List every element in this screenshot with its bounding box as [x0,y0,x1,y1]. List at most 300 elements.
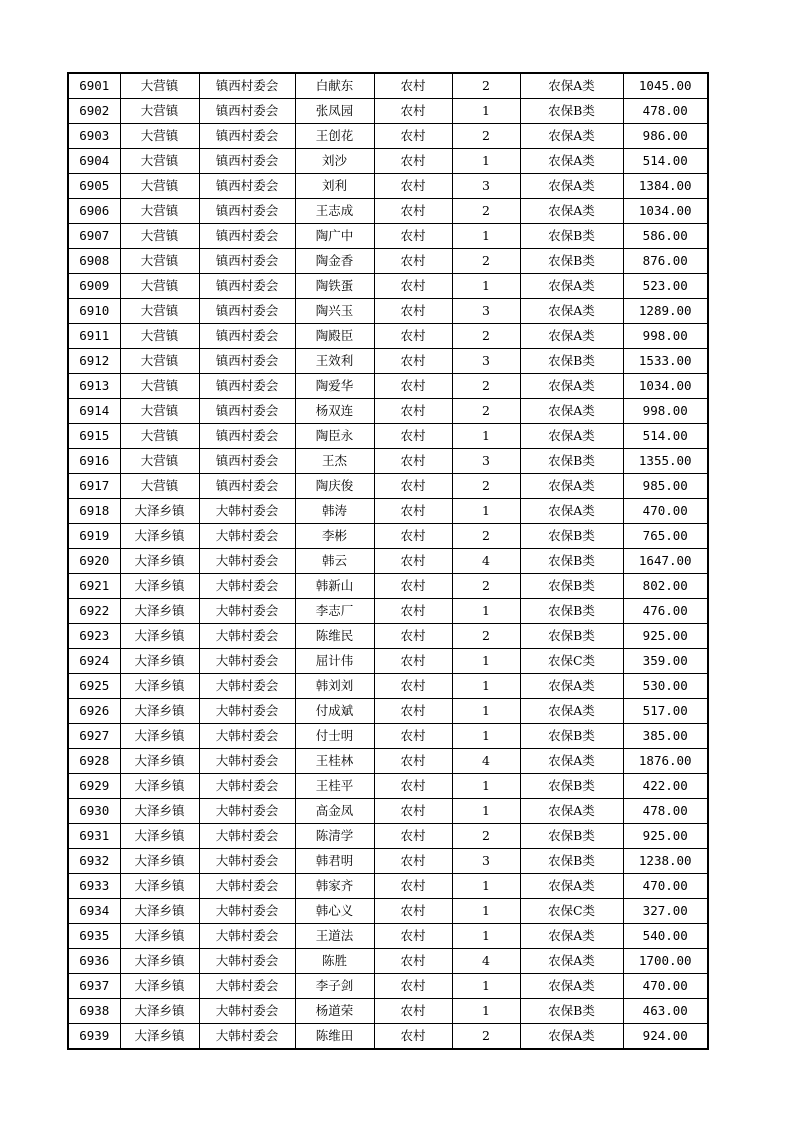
row-number-cell: 6922 [68,599,120,624]
family-size-cell: 2 [452,199,520,224]
name-cell: 刘利 [295,174,374,199]
name-cell: 王志成 [295,199,374,224]
table-row [68,73,708,99]
household-type-cell: 农村 [374,399,452,424]
name-cell: 韩刘刘 [295,674,374,699]
name-cell: 刘沙 [295,149,374,174]
table-row [68,124,708,149]
table-row [68,524,708,549]
name-cell: 王桂平 [295,774,374,799]
town-cell: 大泽乡镇 [120,674,199,699]
name-cell: 韩云 [295,549,374,574]
insurance-category-cell: 农保A类 [520,499,623,524]
amount-cell: 1045.00 [623,73,708,99]
insurance-category-cell: 农保A类 [520,399,623,424]
row-number-cell: 6939 [68,1024,120,1050]
family-size-cell: 1 [452,149,520,174]
amount-cell: 1355.00 [623,449,708,474]
family-size-cell: 1 [452,774,520,799]
town-cell: 大营镇 [120,199,199,224]
table-body [68,73,708,1049]
row-number-cell: 6936 [68,949,120,974]
village-committee-cell: 镇西村委会 [199,349,295,374]
name-cell: 陶庆俊 [295,474,374,499]
amount-cell: 478.00 [623,799,708,824]
village-committee-cell: 大韩村委会 [199,699,295,724]
town-cell: 大泽乡镇 [120,849,199,874]
town-cell: 大泽乡镇 [120,1024,199,1050]
household-type-cell: 农村 [374,374,452,399]
insurance-category-cell: 农保C类 [520,899,623,924]
town-cell: 大泽乡镇 [120,824,199,849]
family-size-cell: 3 [452,299,520,324]
amount-cell: 359.00 [623,649,708,674]
town-cell: 大营镇 [120,274,199,299]
village-committee-cell: 大韩村委会 [199,649,295,674]
insurance-category-cell: 农保B类 [520,224,623,249]
insurance-category-cell: 农保A类 [520,374,623,399]
household-type-cell: 农村 [374,449,452,474]
table-row [68,649,708,674]
row-number-cell: 6917 [68,474,120,499]
table-row [68,924,708,949]
amount-cell: 1876.00 [623,749,708,774]
amount-cell: 327.00 [623,899,708,924]
name-cell: 陶金香 [295,249,374,274]
family-size-cell: 4 [452,749,520,774]
table-row [68,574,708,599]
family-size-cell: 1 [452,424,520,449]
insurance-category-cell: 农保A类 [520,274,623,299]
family-size-cell: 1 [452,999,520,1024]
family-size-cell: 2 [452,324,520,349]
row-number-cell: 6913 [68,374,120,399]
village-committee-cell: 大韩村委会 [199,799,295,824]
amount-cell: 514.00 [623,149,708,174]
row-number-cell: 6909 [68,274,120,299]
household-type-cell: 农村 [374,574,452,599]
table-row [68,824,708,849]
family-size-cell: 3 [452,849,520,874]
amount-cell: 1034.00 [623,199,708,224]
name-cell: 陶殿臣 [295,324,374,349]
table-row [68,199,708,224]
amount-cell: 924.00 [623,1024,708,1050]
town-cell: 大营镇 [120,149,199,174]
name-cell: 王道法 [295,924,374,949]
table-row [68,799,708,824]
amount-cell: 985.00 [623,474,708,499]
household-type-cell: 农村 [374,599,452,624]
row-number-cell: 6904 [68,149,120,174]
village-committee-cell: 镇西村委会 [199,424,295,449]
insurance-category-cell: 农保A类 [520,299,623,324]
name-cell: 李子剑 [295,974,374,999]
amount-cell: 925.00 [623,624,708,649]
row-number-cell: 6930 [68,799,120,824]
amount-cell: 478.00 [623,99,708,124]
row-number-cell: 6912 [68,349,120,374]
town-cell: 大泽乡镇 [120,799,199,824]
town-cell: 大营镇 [120,224,199,249]
row-number-cell: 6938 [68,999,120,1024]
table-row [68,449,708,474]
household-type-cell: 农村 [374,774,452,799]
insurance-category-cell: 农保A类 [520,749,623,774]
family-size-cell: 1 [452,499,520,524]
town-cell: 大泽乡镇 [120,949,199,974]
insurance-category-cell: 农保B类 [520,349,623,374]
town-cell: 大营镇 [120,474,199,499]
row-number-cell: 6905 [68,174,120,199]
insurance-category-cell: 农保A类 [520,73,623,99]
town-cell: 大泽乡镇 [120,899,199,924]
row-number-cell: 6926 [68,699,120,724]
insurance-category-cell: 农保B类 [520,624,623,649]
name-cell: 韩新山 [295,574,374,599]
table-row [68,274,708,299]
records-table [67,72,709,1050]
village-committee-cell: 镇西村委会 [199,449,295,474]
amount-cell: 530.00 [623,674,708,699]
name-cell: 陶臣永 [295,424,374,449]
town-cell: 大营镇 [120,324,199,349]
name-cell: 李志厂 [295,599,374,624]
village-committee-cell: 大韩村委会 [199,874,295,899]
family-size-cell: 1 [452,599,520,624]
family-size-cell: 3 [452,174,520,199]
town-cell: 大泽乡镇 [120,999,199,1024]
household-type-cell: 农村 [374,999,452,1024]
row-number-cell: 6923 [68,624,120,649]
village-committee-cell: 镇西村委会 [199,149,295,174]
table-row [68,249,708,274]
name-cell: 陈维田 [295,1024,374,1050]
name-cell: 韩家齐 [295,874,374,899]
name-cell: 付成斌 [295,699,374,724]
amount-cell: 540.00 [623,924,708,949]
row-number-cell: 6928 [68,749,120,774]
village-committee-cell: 大韩村委会 [199,974,295,999]
family-size-cell: 2 [452,524,520,549]
household-type-cell: 农村 [374,474,452,499]
village-committee-cell: 大韩村委会 [199,749,295,774]
household-type-cell: 农村 [374,324,452,349]
household-type-cell: 农村 [374,174,452,199]
town-cell: 大泽乡镇 [120,749,199,774]
town-cell: 大泽乡镇 [120,549,199,574]
row-number-cell: 6927 [68,724,120,749]
village-committee-cell: 镇西村委会 [199,73,295,99]
village-committee-cell: 镇西村委会 [199,99,295,124]
village-committee-cell: 大韩村委会 [199,599,295,624]
town-cell: 大营镇 [120,424,199,449]
table-row [68,499,708,524]
amount-cell: 422.00 [623,774,708,799]
name-cell: 陈维民 [295,624,374,649]
insurance-category-cell: 农保A类 [520,424,623,449]
name-cell: 付士明 [295,724,374,749]
row-number-cell: 6910 [68,299,120,324]
household-type-cell: 农村 [374,1024,452,1050]
household-type-cell: 农村 [374,549,452,574]
village-committee-cell: 镇西村委会 [199,224,295,249]
name-cell: 韩君明 [295,849,374,874]
family-size-cell: 1 [452,674,520,699]
table-row [68,399,708,424]
row-number-cell: 6911 [68,324,120,349]
household-type-cell: 农村 [374,199,452,224]
name-cell: 陶广中 [295,224,374,249]
amount-cell: 1384.00 [623,174,708,199]
name-cell: 高金凤 [295,799,374,824]
amount-cell: 470.00 [623,874,708,899]
amount-cell: 514.00 [623,424,708,449]
table-row [68,174,708,199]
amount-cell: 998.00 [623,324,708,349]
family-size-cell: 2 [452,824,520,849]
row-number-cell: 6920 [68,549,120,574]
amount-cell: 1289.00 [623,299,708,324]
household-type-cell: 农村 [374,624,452,649]
insurance-category-cell: 农保A类 [520,124,623,149]
family-size-cell: 3 [452,449,520,474]
row-number-cell: 6924 [68,649,120,674]
town-cell: 大营镇 [120,349,199,374]
town-cell: 大泽乡镇 [120,974,199,999]
name-cell: 陈清学 [295,824,374,849]
family-size-cell: 1 [452,699,520,724]
table-row [68,599,708,624]
name-cell: 杨双连 [295,399,374,424]
name-cell: 陶爱华 [295,374,374,399]
insurance-category-cell: 农保B类 [520,724,623,749]
family-size-cell: 2 [452,474,520,499]
amount-cell: 986.00 [623,124,708,149]
village-committee-cell: 大韩村委会 [199,674,295,699]
village-committee-cell: 大韩村委会 [199,524,295,549]
village-committee-cell: 大韩村委会 [199,499,295,524]
row-number-cell: 6914 [68,399,120,424]
household-type-cell: 农村 [374,274,452,299]
amount-cell: 517.00 [623,699,708,724]
row-number-cell: 6925 [68,674,120,699]
row-number-cell: 6919 [68,524,120,549]
town-cell: 大泽乡镇 [120,499,199,524]
table-row [68,974,708,999]
village-committee-cell: 大韩村委会 [199,549,295,574]
town-cell: 大泽乡镇 [120,774,199,799]
town-cell: 大营镇 [120,124,199,149]
village-committee-cell: 镇西村委会 [199,274,295,299]
insurance-category-cell: 农保A类 [520,674,623,699]
insurance-category-cell: 农保B类 [520,824,623,849]
family-size-cell: 2 [452,73,520,99]
amount-cell: 1034.00 [623,374,708,399]
amount-cell: 1700.00 [623,949,708,974]
insurance-category-cell: 农保A类 [520,149,623,174]
family-size-cell: 2 [452,1024,520,1050]
family-size-cell: 1 [452,724,520,749]
village-committee-cell: 镇西村委会 [199,199,295,224]
row-number-cell: 6934 [68,899,120,924]
table-row [68,699,708,724]
table-row [68,874,708,899]
town-cell: 大泽乡镇 [120,924,199,949]
village-committee-cell: 镇西村委会 [199,399,295,424]
name-cell: 韩涛 [295,499,374,524]
household-type-cell: 农村 [374,699,452,724]
amount-cell: 925.00 [623,824,708,849]
household-type-cell: 农村 [374,499,452,524]
amount-cell: 802.00 [623,574,708,599]
insurance-category-cell: 农保A类 [520,474,623,499]
table-row [68,99,708,124]
row-number-cell: 6931 [68,824,120,849]
table-row [68,899,708,924]
insurance-category-cell: 农保A类 [520,949,623,974]
family-size-cell: 3 [452,349,520,374]
row-number-cell: 6918 [68,499,120,524]
insurance-category-cell: 农保B类 [520,249,623,274]
name-cell: 韩心义 [295,899,374,924]
row-number-cell: 6937 [68,974,120,999]
insurance-category-cell: 农保A类 [520,924,623,949]
household-type-cell: 农村 [374,899,452,924]
insurance-category-cell: 农保A类 [520,199,623,224]
household-type-cell: 农村 [374,224,452,249]
table-row [68,299,708,324]
row-number-cell: 6929 [68,774,120,799]
table-row [68,349,708,374]
amount-cell: 463.00 [623,999,708,1024]
village-committee-cell: 镇西村委会 [199,474,295,499]
village-committee-cell: 大韩村委会 [199,999,295,1024]
amount-cell: 470.00 [623,974,708,999]
family-size-cell: 1 [452,974,520,999]
amount-cell: 998.00 [623,399,708,424]
insurance-category-cell: 农保A类 [520,324,623,349]
family-size-cell: 2 [452,574,520,599]
name-cell: 杨道荣 [295,999,374,1024]
household-type-cell: 农村 [374,424,452,449]
town-cell: 大泽乡镇 [120,724,199,749]
village-committee-cell: 大韩村委会 [199,724,295,749]
name-cell: 王杰 [295,449,374,474]
row-number-cell: 6902 [68,99,120,124]
table-row [68,724,708,749]
village-committee-cell: 大韩村委会 [199,774,295,799]
insurance-category-cell: 农保B类 [520,574,623,599]
amount-cell: 470.00 [623,499,708,524]
name-cell: 王桂林 [295,749,374,774]
town-cell: 大泽乡镇 [120,599,199,624]
insurance-category-cell: 农保A类 [520,1024,623,1050]
amount-cell: 385.00 [623,724,708,749]
amount-cell: 765.00 [623,524,708,549]
family-size-cell: 2 [452,249,520,274]
family-size-cell: 1 [452,649,520,674]
household-type-cell: 农村 [374,649,452,674]
town-cell: 大泽乡镇 [120,574,199,599]
family-size-cell: 1 [452,874,520,899]
amount-cell: 476.00 [623,599,708,624]
household-type-cell: 农村 [374,73,452,99]
village-committee-cell: 大韩村委会 [199,574,295,599]
table-row [68,774,708,799]
household-type-cell: 农村 [374,124,452,149]
amount-cell: 523.00 [623,274,708,299]
row-number-cell: 6915 [68,424,120,449]
table-row [68,149,708,174]
table-row [68,474,708,499]
name-cell: 王创花 [295,124,374,149]
row-number-cell: 6908 [68,249,120,274]
town-cell: 大泽乡镇 [120,524,199,549]
row-number-cell: 6901 [68,73,120,99]
family-size-cell: 4 [452,949,520,974]
town-cell: 大泽乡镇 [120,699,199,724]
family-size-cell: 2 [452,399,520,424]
insurance-category-cell: 农保A类 [520,974,623,999]
household-type-cell: 农村 [374,949,452,974]
table-row [68,674,708,699]
family-size-cell: 1 [452,899,520,924]
amount-cell: 1238.00 [623,849,708,874]
village-committee-cell: 镇西村委会 [199,299,295,324]
town-cell: 大营镇 [120,374,199,399]
table-row [68,224,708,249]
table-row [68,749,708,774]
insurance-category-cell: 农保A类 [520,874,623,899]
village-committee-cell: 大韩村委会 [199,824,295,849]
insurance-category-cell: 农保A类 [520,174,623,199]
family-size-cell: 1 [452,799,520,824]
table-row [68,949,708,974]
household-type-cell: 农村 [374,99,452,124]
family-size-cell: 2 [452,624,520,649]
household-type-cell: 农村 [374,724,452,749]
name-cell: 屈计伟 [295,649,374,674]
household-type-cell: 农村 [374,349,452,374]
table-row [68,374,708,399]
insurance-category-cell: 农保B类 [520,849,623,874]
village-committee-cell: 镇西村委会 [199,174,295,199]
insurance-category-cell: 农保B类 [520,524,623,549]
name-cell: 陈胜 [295,949,374,974]
village-committee-cell: 大韩村委会 [199,899,295,924]
amount-cell: 1647.00 [623,549,708,574]
household-type-cell: 农村 [374,749,452,774]
name-cell: 李彬 [295,524,374,549]
household-type-cell: 农村 [374,824,452,849]
row-number-cell: 6932 [68,849,120,874]
insurance-category-cell: 农保B类 [520,549,623,574]
household-type-cell: 农村 [374,524,452,549]
insurance-category-cell: 农保B类 [520,599,623,624]
village-committee-cell: 镇西村委会 [199,324,295,349]
family-size-cell: 1 [452,99,520,124]
table-row [68,1024,708,1050]
household-type-cell: 农村 [374,874,452,899]
household-type-cell: 农村 [374,849,452,874]
amount-cell: 1533.00 [623,349,708,374]
town-cell: 大营镇 [120,299,199,324]
name-cell: 白献东 [295,73,374,99]
row-number-cell: 6921 [68,574,120,599]
row-number-cell: 6906 [68,199,120,224]
row-number-cell: 6907 [68,224,120,249]
